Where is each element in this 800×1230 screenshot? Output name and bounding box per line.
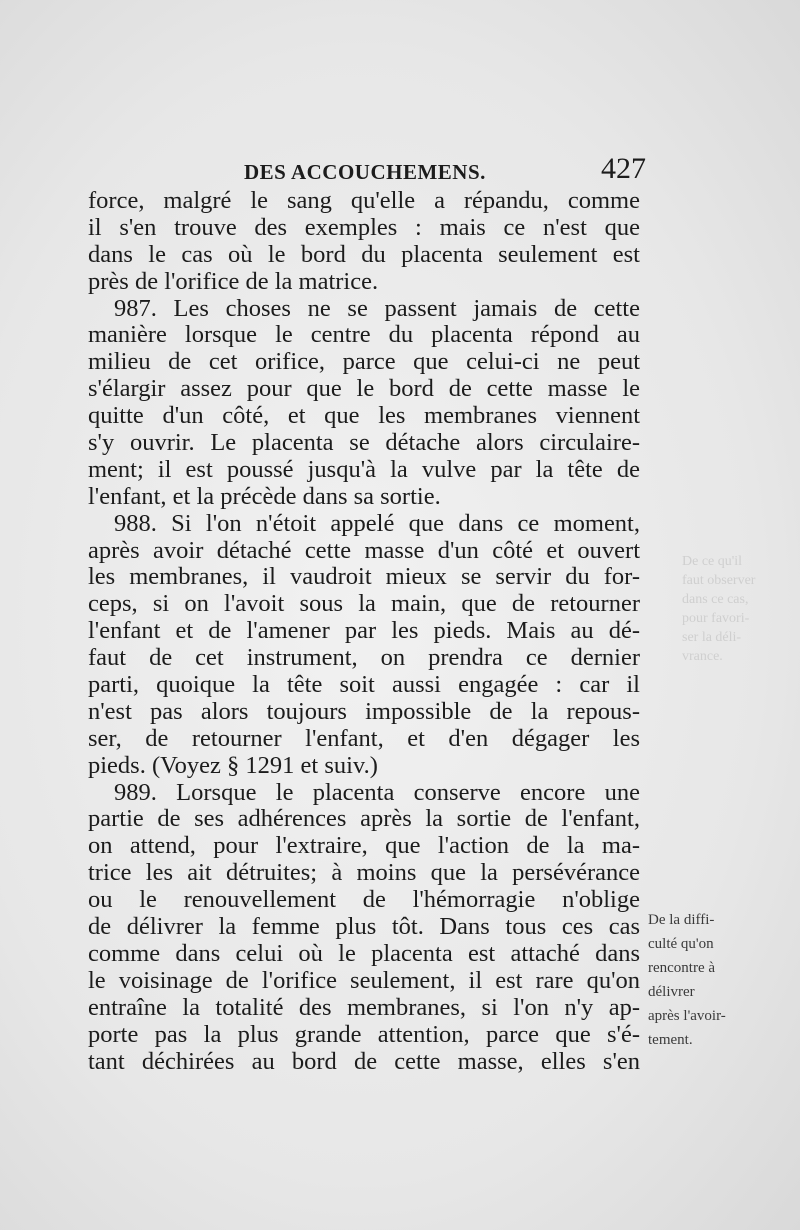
- page-number: 427: [601, 152, 646, 185]
- text-line: manière lorsque le centre du placenta répond au: [88, 321, 640, 349]
- text-line: porte pas la plus grande attention, parce que s'é-: [88, 1020, 640, 1048]
- bleed-through-line: dans ce cas,: [682, 592, 749, 607]
- margin-note-line: après l'avoir-: [648, 1008, 726, 1024]
- paragraph-989-start: 989. Lorsque le placenta conserve encore une: [114, 778, 640, 806]
- text-line: l'enfant et de l'amener par les pieds. Mais au dé-: [88, 617, 640, 645]
- text-line: après avoir détaché cette masse d'un côté et ouvert: [88, 536, 640, 564]
- page-header: [88, 152, 648, 188]
- margin-note: [648, 908, 788, 1052]
- text-line: parti, quoique la tête soit aussi engagée : car il: [88, 671, 640, 699]
- text-line: ment; il est poussé jusqu'à la vulve par la tête de: [88, 455, 640, 483]
- text-line: quitte d'un côté, et que les membranes viennent: [88, 402, 640, 430]
- bleed-through-line: De ce qu'il: [682, 554, 743, 569]
- text-line: près de l'orifice de la matrice.: [88, 267, 379, 295]
- text-line: ser, de retourner l'enfant, et d'en dégager les: [88, 724, 640, 752]
- paragraph-988-start: 988. Si l'on n'étoit appelé que dans ce moment,: [114, 509, 640, 537]
- text-line: les membranes, il vaudroit mieux se servir du for-: [88, 563, 640, 591]
- text-line: ceps, si on l'avoit sous la main, que de retourner: [88, 590, 640, 618]
- margin-note-line: rencontre à: [648, 960, 716, 976]
- text-line: ou le renouvellement de l'hémorragie n'oblige: [88, 886, 640, 914]
- bleed-through-note: [682, 552, 792, 666]
- bleed-through-line: pour favori-: [682, 611, 750, 626]
- text-line: n'est pas alors toujours impossible de la repous-: [88, 697, 640, 725]
- text-line: on attend, pour l'extraire, que l'action de la ma-: [88, 832, 640, 860]
- text-line: force, malgré le sang qu'elle a répandu, comme: [88, 187, 640, 214]
- margin-note-line: tement.: [648, 1032, 693, 1048]
- text-line: trice les ait détruites; à moins que la persévérance: [88, 859, 640, 887]
- margin-note-line: culté qu'on: [648, 936, 714, 952]
- text-line: le voisinage de l'orifice seulement, il est rare qu'on: [88, 966, 640, 994]
- text-line: pieds. (Voyez § 1291 et suiv.): [88, 751, 378, 779]
- margin-note-line: délivrer: [648, 984, 695, 1000]
- text-line: tant déchirées au bord de cette masse, elles s'en: [88, 1047, 640, 1075]
- text-line: comme dans celui où le placenta est attaché dans: [88, 939, 640, 967]
- text-line: dans le cas où le bord du placenta seulement est: [88, 240, 640, 268]
- text-line: faut de cet instrument, on prendra ce dernier: [88, 644, 640, 672]
- text-line: partie de ses adhérences après la sortie de l'enfant,: [88, 805, 640, 833]
- text-line: entraîne la totalité des membranes, si l'on n'y ap-: [88, 993, 640, 1021]
- text-line: l'enfant, et la précède dans sa sortie.: [88, 482, 441, 510]
- text-line: de délivrer la femme plus tôt. Dans tous ces cas: [88, 913, 640, 941]
- text-line: s'y ouvrir. Le placenta se détache alors circulaire-: [88, 429, 640, 457]
- bleed-through-line: faut observer: [682, 573, 756, 588]
- margin-note-line: De la diffi-: [648, 912, 715, 928]
- paragraph-987-start: 987. Les choses ne se passent jamais de cette: [114, 294, 640, 322]
- text-line: s'élargir assez pour que le bord de cette masse le: [88, 375, 640, 403]
- text-line: milieu de cet orifice, parce que celui-ci ne peut: [88, 348, 640, 376]
- running-head: DES ACCOUCHEMENS.: [244, 160, 486, 184]
- bleed-through-line: ser la déli-: [682, 630, 742, 645]
- text-line: il s'en trouve des exemples : mais ce n'est que: [88, 213, 640, 241]
- bleed-through-line: vrance.: [682, 649, 723, 664]
- body-text: [88, 188, 640, 1075]
